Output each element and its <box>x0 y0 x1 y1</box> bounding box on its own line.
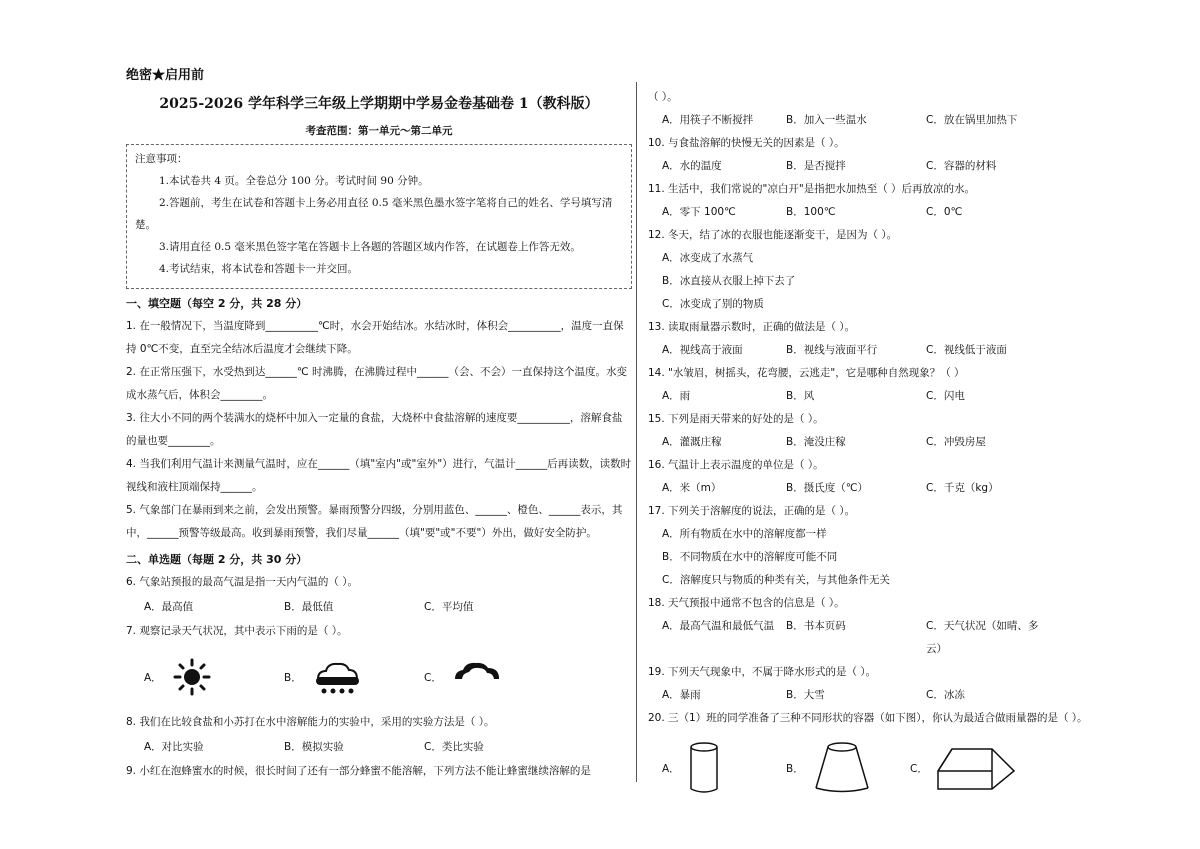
option-a[interactable]: A．冰变成了水蒸气 <box>662 252 754 264</box>
question-10-options <box>662 155 1108 178</box>
option-a[interactable]: A．米（m） <box>662 482 722 494</box>
question-13-options <box>662 339 1108 362</box>
question-9-continued: （ ）。 <box>648 91 678 103</box>
option-a[interactable]: A．对比实验 <box>144 741 204 753</box>
notice-box <box>126 144 632 289</box>
question-1: 1. 在一般情况下，当温度降到__________℃时，水会开始结冰。水结冰时，体积会__________，温度一直保持 0℃不变，直至完全结冰后温度才会继续下降。 <box>126 320 624 355</box>
truncated-cone-container-icon <box>810 740 874 796</box>
question-15: 15. 下列是雨天带来的好处的是（ ）。 <box>648 413 824 425</box>
option-b[interactable]: B．加入一些温水 <box>786 114 867 126</box>
option-label: B． <box>786 762 804 775</box>
question-3: 3. 往大小不同的两个装满水的烧杯中加入一定量的食盐，大烧杯中食盐溶解的速度要__________，溶解食盐的量也要________。 <box>126 412 623 447</box>
question-14-options <box>662 385 1108 408</box>
question-12: 12. 冬天，结了冰的衣服也能逐渐变干，是因为（ ）。 <box>648 229 898 241</box>
question-10: 10. 与食盐溶解的快慢无关的因素是（ ）。 <box>648 137 845 149</box>
secret-mark: 绝密★启用前 <box>126 68 205 83</box>
option-a[interactable]: A．灌溉庄稼 <box>662 436 722 448</box>
question-6-options <box>144 596 632 618</box>
option-b[interactable]: B．视线与液面平行 <box>786 344 878 356</box>
option-c[interactable]: C．容器的材料 <box>926 160 997 172</box>
option-c[interactable]: C．闪电 <box>926 390 965 402</box>
option-a[interactable]: A．用筷子不断搅拌 <box>662 114 754 126</box>
option-a[interactable] <box>662 740 786 796</box>
option-b[interactable] <box>786 740 910 796</box>
question-8-options <box>144 736 632 758</box>
option-a[interactable] <box>144 657 284 697</box>
option-b[interactable]: B．摄氏度（℃） <box>786 482 868 494</box>
option-a[interactable]: A．暴雨 <box>662 689 701 701</box>
left-column <box>126 60 632 783</box>
question-19: 19. 下列天气现象中，不属于降水形式的是（ ）。 <box>648 666 877 678</box>
question-4: 4. 当我们利用气温计来测量气温时，应在______（填"室内"或"室外"）进行，气温计______后再读数，读数时视线和液柱顶端保持______。 <box>126 458 632 493</box>
option-b[interactable]: B．冰直接从衣服上掉下去了 <box>662 275 796 287</box>
option-a[interactable]: A．视线高于液面 <box>662 344 743 356</box>
cylinder-container-icon <box>686 740 722 796</box>
question-14: 14. "水皱眉，树摇头，花弯腰，云逃走"，它是哪种自然现象？（ ） <box>648 367 965 379</box>
option-b[interactable]: B．100℃ <box>786 206 836 218</box>
option-c[interactable]: C．放在锅里加热下 <box>926 114 1018 126</box>
question-20: 20. 三（1）班的同学准备了三种不同形状的容器（如下图），你认为最适合做雨量器的是（ ）。 <box>648 712 1088 724</box>
option-a[interactable]: A．水的温度 <box>662 160 722 172</box>
option-label: C． <box>910 762 928 775</box>
question-17: 17. 下列关于溶解度的说法，正确的是（ ）。 <box>648 505 856 517</box>
question-5: 5. 气象部门在暴雨到来之前，会发出预警。暴雨预警分四级，分别用蓝色、______、橙色、______表示，其中，______预警等级最高。收到暴雨预警，我们尽量______（填"要"或"不要"）外出，做好安全防护。 <box>126 504 623 539</box>
section-fill-blank-title: 一、填空题（每空 2 分，共 28 分） <box>126 297 308 310</box>
question-15-options <box>662 431 1108 454</box>
question-20-options <box>662 738 1108 798</box>
question-2: 2. 在正常压强下，水受热到达______℃ 时沸腾，在沸腾过程中______（会、不会）一直保持这个温度。水变成水蒸气后，体积会________。 <box>126 366 627 401</box>
question-7-options <box>144 655 632 699</box>
option-b[interactable]: B．不同物质在水中的溶解度可能不同 <box>662 551 838 563</box>
question-6: 6. 气象站预报的最高气温是指一天内气温的（ ）。 <box>126 576 358 588</box>
question-16: 16. 气温计上表示温度的单位是（ ）。 <box>648 459 824 471</box>
rain-cloud-icon <box>312 657 362 697</box>
option-b[interactable]: B．风 <box>786 390 815 402</box>
option-c[interactable]: C．类比实验 <box>424 741 484 753</box>
option-b[interactable]: B．大雪 <box>786 689 825 701</box>
option-b[interactable]: B．是否搅拌 <box>786 160 846 172</box>
option-a[interactable]: A．雨 <box>662 390 691 402</box>
option-b[interactable]: B．模拟实验 <box>284 741 344 753</box>
right-column <box>648 86 1108 798</box>
notice-item: 1.本试卷共 4 页。全卷总分 100 分。考试时间 90 分钟。 <box>159 175 429 187</box>
question-19-options <box>662 684 1108 707</box>
column-divider <box>636 82 637 782</box>
option-c[interactable]: C．冰变成了别的物质 <box>662 298 764 310</box>
question-9: 9. 小红在泡蜂蜜水的时候，很长时间了还有一部分蜂蜜不能溶解，下列方法不能让蜂蜜继续溶解的是 <box>126 765 591 777</box>
notice-item: 4.考试结束，将本试卷和答题卡一并交回。 <box>159 263 359 275</box>
notice-item: 3.请用直径 0.5 毫米黑色签字笔在答题卡上各题的答题区域内作答，在试题卷上作答无效。 <box>159 241 581 253</box>
trapezoid-prism-container-icon <box>934 743 1018 793</box>
option-a[interactable]: A．最高值 <box>144 601 194 613</box>
option-c[interactable]: C．0℃ <box>926 206 963 218</box>
question-18-options <box>662 615 1108 661</box>
option-a[interactable]: A．零下 100℃ <box>662 206 736 218</box>
option-b[interactable]: B．书本页码 <box>786 620 846 632</box>
question-8: 8. 我们在比较食盐和小苏打在水中溶解能力的实验中，采用的实验方法是（ ）。 <box>126 716 495 728</box>
option-a[interactable]: A．所有物质在水中的溶解度都一样 <box>662 528 827 540</box>
option-b[interactable]: B．最低值 <box>284 601 334 613</box>
question-11: 11. 生活中，我们常说的"凉白开"是指把水加热至（ ）后再放凉的水。 <box>648 183 976 195</box>
notice-heading: 注意事项： <box>135 153 188 165</box>
sun-icon <box>172 657 212 697</box>
option-c[interactable]: C．千克（kg） <box>926 482 999 494</box>
option-a[interactable]: A．最高气温和最低气温 <box>662 620 775 632</box>
question-16-options <box>662 477 1108 500</box>
option-label: C． <box>424 671 442 684</box>
question-18: 18. 天气预报中通常不包含的信息是（ ）。 <box>648 597 845 609</box>
option-c[interactable]: C．冲毁房屋 <box>926 436 986 448</box>
question-7: 7. 观察记录天气状况，其中表示下雨的是（ ）。 <box>126 625 348 637</box>
notice-item: 2.答题前，考生在试卷和答题卡上务必用直径 0.5 毫米黑色墨水签字笔将自己的姓名、学号填写清楚。 <box>135 197 613 231</box>
option-c[interactable]: C．冰冻 <box>926 689 965 701</box>
question-11-options <box>662 201 1108 224</box>
option-c[interactable]: C．平均值 <box>424 601 474 613</box>
option-c[interactable]: C．天气状况（如晴、多云） <box>926 620 1039 655</box>
cloud-icon <box>452 657 502 697</box>
exam-title: 2025-2026 学年科学三年级上学期期中学易金卷基础卷 1（教科版） <box>159 96 599 112</box>
option-c[interactable] <box>910 743 1034 793</box>
option-label: A． <box>662 762 680 775</box>
option-label: A． <box>144 671 162 684</box>
exam-scope: 考查范围：第一单元～第二单元 <box>305 125 453 137</box>
option-c[interactable]: C．视线低于液面 <box>926 344 1007 356</box>
option-b[interactable]: B．淹没庄稼 <box>786 436 846 448</box>
question-9-options <box>662 109 1108 132</box>
question-13: 13. 读取雨量器示数时，正确的做法是（ ）。 <box>648 321 856 333</box>
option-b[interactable] <box>284 657 424 697</box>
option-label: B． <box>284 671 302 684</box>
section-single-choice-title: 二、单选题（每题 2 分，共 30 分） <box>126 553 308 566</box>
option-c[interactable] <box>424 657 564 697</box>
option-c[interactable]: C．溶解度只与物质的种类有关，与其他条件无关 <box>662 574 890 586</box>
